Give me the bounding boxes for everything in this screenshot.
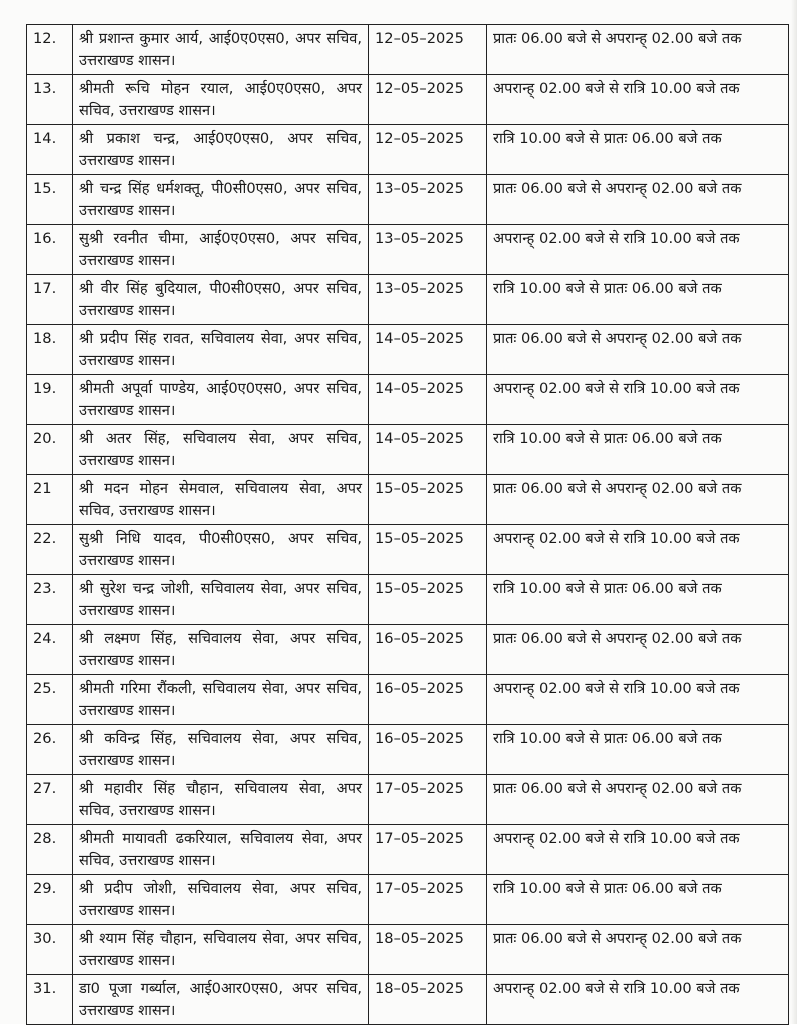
duty-date: 15–05–2025 xyxy=(369,575,487,625)
serial-number: 19. xyxy=(27,375,73,425)
serial-number: 29. xyxy=(27,875,73,925)
duty-time: रात्रि 10.00 बजे से प्रातः 06.00 बजे तक xyxy=(487,425,789,475)
table-row xyxy=(27,775,789,825)
serial-number: 26. xyxy=(27,725,73,775)
officer-name: श्रीमती मायावती ढकरियाल, सचिवालय सेवा, अपर सचिव, उत्तराखण्ड शासन। xyxy=(73,825,369,875)
table-row xyxy=(27,175,789,225)
table-row xyxy=(27,275,789,325)
officer-name: श्री मदन मोहन सेमवाल, सचिवालय सेवा, अपर सचिव, उत्तराखण्ड शासन। xyxy=(73,475,369,525)
serial-number: 17. xyxy=(27,275,73,325)
officer-name: श्रीमती अपूर्वा पाण्डेय, आई0ए0एस0, अपर सचिव, उत्तराखण्ड शासन। xyxy=(73,375,369,425)
duty-date: 15–05–2025 xyxy=(369,475,487,525)
duty-roster-body xyxy=(27,25,789,1025)
officer-name: श्री प्रदीप जोशी, सचिवालय सेवा, अपर सचिव, उत्तराखण्ड शासन। xyxy=(73,875,369,925)
table-row xyxy=(27,475,789,525)
table-row xyxy=(27,875,789,925)
duty-date: 14–05–2025 xyxy=(369,325,487,375)
serial-number: 14. xyxy=(27,125,73,175)
duty-time: अपरान्ह् 02.00 बजे से रात्रि 10.00 बजे तक xyxy=(487,975,789,1025)
serial-number: 18. xyxy=(27,325,73,375)
duty-time: अपरान्ह् 02.00 बजे से रात्रि 10.00 बजे तक xyxy=(487,525,789,575)
officer-name: श्री अतर सिंह, सचिवालय सेवा, अपर सचिव, उत्तराखण्ड शासन। xyxy=(73,425,369,475)
serial-number: 22. xyxy=(27,525,73,575)
duty-date: 15–05–2025 xyxy=(369,525,487,575)
duty-time: रात्रि 10.00 बजे से प्रातः 06.00 बजे तक xyxy=(487,725,789,775)
duty-date: 16–05–2025 xyxy=(369,725,487,775)
duty-date: 18–05–2025 xyxy=(369,925,487,975)
duty-time: प्रातः 06.00 बजे से अपरान्ह् 02.00 बजे तक xyxy=(487,175,789,225)
table-row xyxy=(27,575,789,625)
table-row xyxy=(27,825,789,875)
table-row xyxy=(27,425,789,475)
table-row xyxy=(27,625,789,675)
table-row xyxy=(27,125,789,175)
duty-date: 16–05–2025 xyxy=(369,625,487,675)
duty-date: 14–05–2025 xyxy=(369,425,487,475)
table-row xyxy=(27,375,789,425)
serial-number: 31. xyxy=(27,975,73,1025)
duty-date: 13–05–2025 xyxy=(369,225,487,275)
duty-date: 17–05–2025 xyxy=(369,775,487,825)
duty-date: 12–05–2025 xyxy=(369,75,487,125)
duty-time: रात्रि 10.00 बजे से प्रातः 06.00 बजे तक xyxy=(487,125,789,175)
duty-time: अपरान्ह् 02.00 बजे से रात्रि 10.00 बजे तक xyxy=(487,675,789,725)
officer-name: श्री लक्ष्मण सिंह, सचिवालय सेवा, अपर सचिव, उत्तराखण्ड शासन। xyxy=(73,625,369,675)
duty-time: अपरान्ह् 02.00 बजे से रात्रि 10.00 बजे तक xyxy=(487,225,789,275)
duty-time: प्रातः 06.00 बजे से अपरान्ह् 02.00 बजे तक xyxy=(487,475,789,525)
serial-number: 27. xyxy=(27,775,73,825)
serial-number: 24. xyxy=(27,625,73,675)
officer-name: श्री प्रदीप सिंह रावत, सचिवालय सेवा, अपर सचिव, उत्तराखण्ड शासन। xyxy=(73,325,369,375)
duty-date: 12–05–2025 xyxy=(369,125,487,175)
duty-time: अपरान्ह् 02.00 बजे से रात्रि 10.00 बजे तक xyxy=(487,825,789,875)
duty-date: 14–05–2025 xyxy=(369,375,487,425)
duty-time: रात्रि 10.00 बजे से प्रातः 06.00 बजे तक xyxy=(487,875,789,925)
serial-number: 25. xyxy=(27,675,73,725)
officer-name: डा0 पूजा गर्ब्याल, आई0आर0एस0, अपर सचिव, उत्तराखण्ड शासन। xyxy=(73,975,369,1025)
duty-time: प्रातः 06.00 बजे से अपरान्ह् 02.00 बजे तक xyxy=(487,325,789,375)
duty-date: 12–05–2025 xyxy=(369,25,487,75)
officer-name: श्री प्रशान्त कुमार आर्य, आई0ए0एस0, अपर सचिव, उत्तराखण्ड शासन। xyxy=(73,25,369,75)
duty-time: अपरान्ह् 02.00 बजे से रात्रि 10.00 बजे तक xyxy=(487,75,789,125)
officer-name: श्री वीर सिंह बुदियाल, पी0सी0एस0, अपर सचिव, उत्तराखण्ड शासन। xyxy=(73,275,369,325)
table-row xyxy=(27,75,789,125)
duty-time: प्रातः 06.00 बजे से अपरान्ह् 02.00 बजे तक xyxy=(487,625,789,675)
scan-edge-shadow xyxy=(791,0,797,1024)
table-row xyxy=(27,325,789,375)
officer-name: श्री श्याम सिंह चौहान, सचिवालय सेवा, अपर सचिव, उत्तराखण्ड शासन। xyxy=(73,925,369,975)
serial-number: 13. xyxy=(27,75,73,125)
serial-number: 12. xyxy=(27,25,73,75)
serial-number: 15. xyxy=(27,175,73,225)
duty-time: प्रातः 06.00 बजे से अपरान्ह् 02.00 बजे तक xyxy=(487,925,789,975)
officer-name: श्रीमती गरिमा रौंकली, सचिवालय सेवा, अपर सचिव, उत्तराखण्ड शासन। xyxy=(73,675,369,725)
serial-number: 30. xyxy=(27,925,73,975)
officer-name: श्री महावीर सिंह चौहान, सचिवालय सेवा, अपर सचिव, उत्तराखण्ड शासन। xyxy=(73,775,369,825)
officer-name: श्री प्रकाश चन्द्र, आई0ए0एस0, अपर सचिव, उत्तराखण्ड शासन। xyxy=(73,125,369,175)
duty-date: 16–05–2025 xyxy=(369,675,487,725)
officer-name: सुश्री रवनीत चीमा, आई0ए0एस0, अपर सचिव, उत्तराखण्ड शासन। xyxy=(73,225,369,275)
duty-date: 13–05–2025 xyxy=(369,175,487,225)
table-row xyxy=(27,975,789,1025)
duty-roster-table xyxy=(26,24,789,1025)
serial-number: 28. xyxy=(27,825,73,875)
table-row xyxy=(27,725,789,775)
officer-name: श्री कविन्द्र सिंह, सचिवालय सेवा, अपर सचिव, उत्तराखण्ड शासन। xyxy=(73,725,369,775)
officer-name: श्रीमती रूचि मोहन रयाल, आई0ए0एस0, अपर सचिव, उत्तराखण्ड शासन। xyxy=(73,75,369,125)
table-row xyxy=(27,925,789,975)
duty-time: प्रातः 06.00 बजे से अपरान्ह् 02.00 बजे तक xyxy=(487,25,789,75)
officer-name: सुश्री निधि यादव, पी0सी0एस0, अपर सचिव, उत्तराखण्ड शासन। xyxy=(73,525,369,575)
duty-time: रात्रि 10.00 बजे से प्रातः 06.00 बजे तक xyxy=(487,575,789,625)
table-row xyxy=(27,225,789,275)
table-row xyxy=(27,675,789,725)
serial-number: 23. xyxy=(27,575,73,625)
duty-time: रात्रि 10.00 बजे से प्रातः 06.00 बजे तक xyxy=(487,275,789,325)
officer-name: श्री सुरेश चन्द्र जोशी, सचिवालय सेवा, अपर सचिव, उत्तराखण्ड शासन। xyxy=(73,575,369,625)
serial-number: 21 xyxy=(27,475,73,525)
duty-date: 17–05–2025 xyxy=(369,875,487,925)
table-row xyxy=(27,25,789,75)
duty-date: 13–05–2025 xyxy=(369,275,487,325)
table-row xyxy=(27,525,789,575)
serial-number: 20. xyxy=(27,425,73,475)
duty-date: 18–05–2025 xyxy=(369,975,487,1025)
officer-name: श्री चन्द्र सिंह धर्मशक्तू, पी0सी0एस0, अपर सचिव, उत्तराखण्ड शासन। xyxy=(73,175,369,225)
duty-date: 17–05–2025 xyxy=(369,825,487,875)
serial-number: 16. xyxy=(27,225,73,275)
duty-time: प्रातः 06.00 बजे से अपरान्ह् 02.00 बजे तक xyxy=(487,775,789,825)
duty-time: अपरान्ह् 02.00 बजे से रात्रि 10.00 बजे तक xyxy=(487,375,789,425)
